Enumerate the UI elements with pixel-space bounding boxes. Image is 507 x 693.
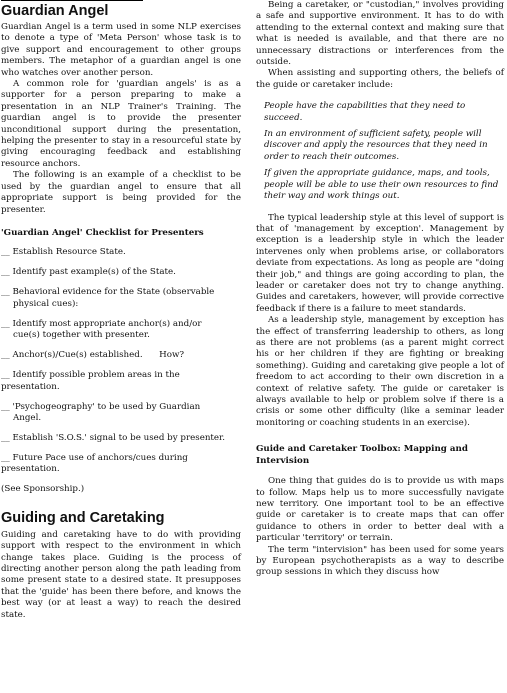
belief-item: If given the appropriate guidance, maps, and tools, people will be able to use their own resources to find their way and work things out. xyxy=(264,168,499,202)
checklist-item: __ Future Pace use of anchors/cues during presentation. xyxy=(1,452,188,475)
intervision-paragraph: The term "intervision" has been used for some years by European psychotherapists as a way to describe group sessions in which they discuss how xyxy=(256,544,504,578)
top-rule xyxy=(1,0,143,1)
maps-paragraph: One thing that guides do is to provide us with maps to follow. Maps help us to more successfully navigate new territory. One important tool to be an effective guide or caretaker is to create maps that can offer guidance to others in order to better deal with a particular 'territory' or terrain. xyxy=(256,476,504,544)
checklist xyxy=(1,247,241,475)
beliefs-quote xyxy=(256,101,504,202)
section-title-guiding: Guiding and Caretaking xyxy=(1,509,165,526)
see-also-note: (See Sponsorship.) xyxy=(1,484,85,495)
left-column xyxy=(1,0,241,621)
belief-item: In an environment of sufficient safety, people will discover and apply the resources that they need in order to reach their outcomes. xyxy=(264,129,488,162)
guiding-paragraph: Guiding and caretaking have to do with providing support with respect to the environment in which change takes place. Guiding is the process of directing another person along the path leading from some present state to a desired state. It presupposes that the 'guide' has been there before, and knows the best way (or at least a way) to reach the desired state. xyxy=(1,529,241,620)
intro-paragraph-3: The following is an example of a checklist to be used by the guardian angel to ensure that all appropriate support is being provided for the presenter. xyxy=(1,170,241,215)
belief-item: People have the capabilities that they need to succeed. xyxy=(264,101,466,123)
section-title-guardian-angel: Guardian Angel xyxy=(1,3,109,19)
toolbox-heading: Guide and Caretaker Toolbox: Mapping and Intervision xyxy=(256,444,468,467)
intro-paragraph-1: Guardian Angel is a term used in some NLP exercises to denote a type of 'Meta Person' whose task is to give support and encouragement to other groups members. The metaphor of a guardian angel is one who watches over another person. xyxy=(1,22,241,78)
checklist-item: __ Establish 'S.O.S.' signal to be used by presenter. xyxy=(1,432,226,443)
checklist-item: __ Identify past example(s) of the State. xyxy=(1,267,176,278)
beliefs-intro: When assisting and supporting others, the beliefs of the guide or caretaker include: xyxy=(256,68,504,90)
leadership-paragraph-2: As a leadership style, management by exception has the effect of transferring leadership to others, as long as there are not problems (as a parent might correct his or her children if they are fighting or breaking something). Guiding and caretaking give people a lot of freedom to act according to their own discretion in a context of relative safety. The guide or caretaker is always available to help or problem solve if there is a crisis or some other difficulty (like a seminar leader monitoring or coaching students in an exercise). xyxy=(256,315,504,428)
checklist-item: __ Identify possible problem areas in the presentation. xyxy=(1,370,180,392)
right-column xyxy=(256,0,504,579)
checklist-item: __ Identify most appropriate anchor(s) and/or cue(s) together with presenter. xyxy=(1,318,202,341)
checklist-item: __ 'Psychogeography' to be used by Guardian Angel. xyxy=(1,401,201,423)
intro-paragraph-2: A common role for 'guardian angels' is as a supporter for a person preparing to make a presentation in an NLP Trainer's Training. The guardian angel is to provide the presenter unconditional support during the presentation, helping the presenter to stay in a resourceful state by giving encouraging feedback and establishing resource anchors. xyxy=(1,79,241,169)
checklist-item: __ Behavioral evidence for the State (observable physical cues): xyxy=(1,287,215,309)
leadership-paragraph-1: The typical leadership style at this level of support is that of 'management by exception'. Management by exception is a leadership style in which the leader intervenes only when problems arise, or collaborators deviate from expectations. As long as people are "doing their job," and things are going according to plan, the leader or caretaker does not try to change anything. Guides and caretakers, however, will provide corrective feedback if there is a failure to meet standards. xyxy=(256,212,504,314)
checklist-item: __ Anchor(s)/Cue(s) established. How? xyxy=(1,350,185,361)
checklist-item: __ Establish Resource State. xyxy=(1,247,126,258)
checklist-heading: 'Guardian Angel' Checklist for Presenters xyxy=(1,227,204,238)
caretaker-paragraph: Being a caretaker, or "custodian," involves providing a safe and supportive environment. It has to do with attending to the external context and making sure that what is needed is available, and that there are no unnecessary distractions or interferences from the outside. xyxy=(256,0,504,68)
